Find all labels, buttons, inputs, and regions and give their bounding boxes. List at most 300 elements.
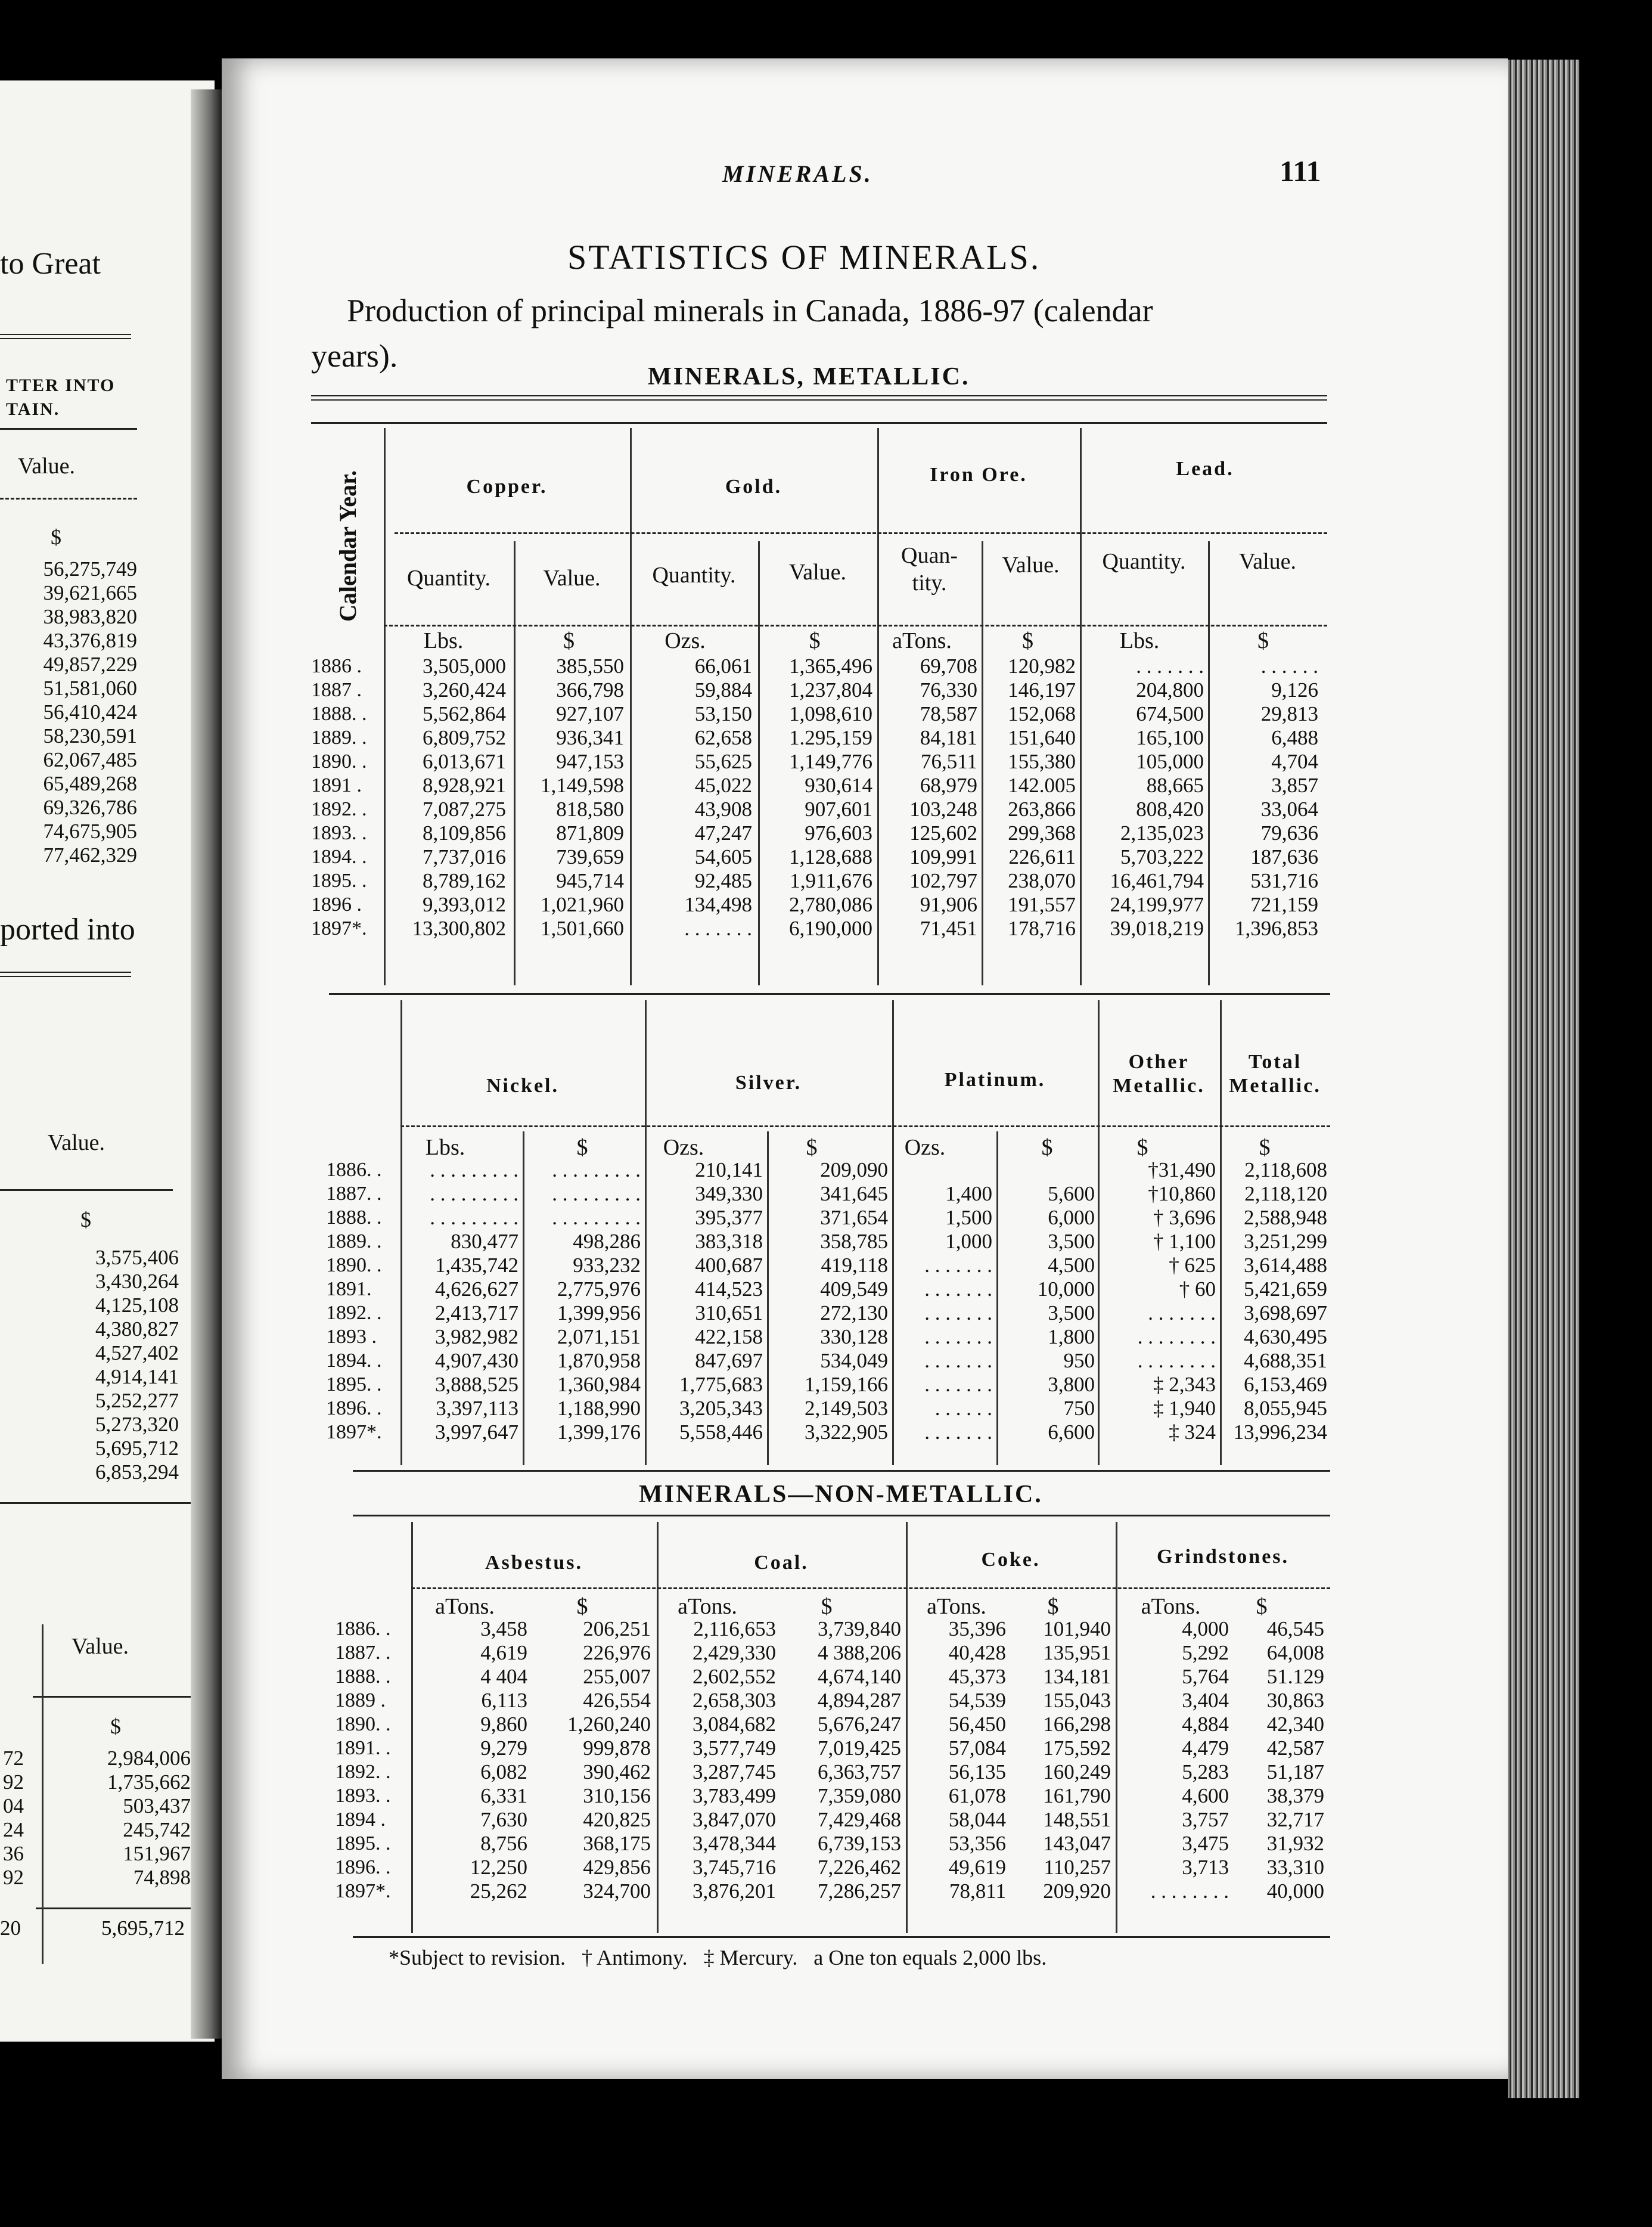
- divider: [0, 1502, 203, 1504]
- col-group-iron-ore: Iron Ore.: [930, 464, 1027, 486]
- table-cell: 3,397,113: [436, 1397, 518, 1420]
- col-group-total: Total: [1248, 1051, 1302, 1073]
- year-label: 1894. .: [326, 1350, 382, 1372]
- facing-cell: 62,067,485: [43, 748, 137, 771]
- table-cell: 3,505,000: [423, 655, 506, 678]
- table-cell: 152,068: [1008, 702, 1076, 725]
- unit-label: $: [806, 1135, 818, 1160]
- subhead-quantity: Quantity.: [406, 566, 490, 591]
- table-cell: 999,878: [583, 1736, 651, 1760]
- table-cell: 933,232: [573, 1254, 641, 1277]
- table-cell: 6,113: [481, 1689, 527, 1712]
- table-cell: 1,149,598: [541, 774, 624, 797]
- table-cell: 42,340: [1266, 1713, 1324, 1736]
- year-label: 1889 .: [335, 1689, 386, 1711]
- table-cell: 2,658,303: [693, 1689, 776, 1712]
- table-cell: 4,626,627: [435, 1277, 518, 1301]
- facing-page-text: to Great: [0, 247, 101, 281]
- table-cell: 750: [1063, 1397, 1095, 1420]
- year-label: 1895. .: [326, 1373, 382, 1395]
- table-cell: . . . . . . . .: [1150, 1879, 1229, 1903]
- table-cell: 1,911,676: [790, 869, 872, 892]
- facing-cell: 92: [3, 1770, 24, 1794]
- table-cell: 9,126: [1271, 678, 1318, 702]
- table-cell: 6,739,153: [818, 1832, 901, 1855]
- facing-head: TAIN.: [6, 399, 60, 419]
- table-cell: 3,500: [1048, 1230, 1095, 1253]
- table-cell: 2,602,552: [693, 1665, 776, 1688]
- unit-label: Ozs.: [904, 1135, 946, 1160]
- facing-cell: 3,575,406: [95, 1246, 179, 1269]
- table-cell: 3,745,716: [693, 1856, 776, 1879]
- table-cell: 4 388,206: [818, 1641, 901, 1664]
- table-cell: . . . . . . .: [1148, 1301, 1216, 1325]
- year-label: 1886. .: [326, 1159, 382, 1181]
- table-cell: 907,601: [805, 798, 872, 821]
- table-cell: 2,413,717: [435, 1301, 518, 1325]
- table-cell: 78,811: [949, 1879, 1006, 1903]
- table-cell: 7,359,080: [818, 1784, 901, 1807]
- table-cell: 105,000: [1136, 750, 1204, 773]
- divider: [0, 1189, 173, 1191]
- table-cell: 101,940: [1043, 1617, 1111, 1640]
- table-cell: . . . . . . .: [684, 917, 752, 940]
- col-group-other-cont: Metallic.: [1113, 1075, 1205, 1097]
- facing-cell: 5,695,712: [95, 1437, 179, 1460]
- table-cell: . . . . . . .: [924, 1277, 992, 1301]
- table-cell: 3,458: [480, 1617, 527, 1640]
- table-cell: 255,007: [583, 1665, 651, 1688]
- table-cell: 66,061: [694, 655, 752, 678]
- year-label: 1889. .: [326, 1230, 382, 1252]
- table-cell: 1,500: [945, 1206, 992, 1229]
- facing-cell: 77,462,329: [43, 843, 137, 867]
- table-cell: 2,135,023: [1120, 821, 1204, 845]
- table-cell: 146,197: [1008, 678, 1076, 702]
- table-cell: † 60: [1179, 1277, 1216, 1301]
- table-cell: 4,688,351: [1244, 1349, 1327, 1372]
- table-cell: . . . . . . . . .: [552, 1182, 641, 1205]
- table-cell: 341,645: [820, 1182, 888, 1205]
- table-cell: . . . . . . .: [924, 1349, 992, 1372]
- unit-label: $: [809, 628, 821, 653]
- table-cell: 1,399,176: [557, 1420, 641, 1444]
- year-label: 1890. .: [335, 1713, 391, 1735]
- table-cell: 238,070: [1008, 869, 1076, 892]
- table-cell: ‡ 1,940: [1153, 1397, 1216, 1420]
- table-cell: 2,118,608: [1244, 1158, 1327, 1181]
- table-cell: 84,181: [920, 726, 977, 749]
- table-cell: . . . . . . .: [924, 1373, 992, 1396]
- table-cell: 1,400: [945, 1182, 992, 1205]
- facing-cell: 36: [3, 1842, 24, 1865]
- year-label: 1887 .: [311, 679, 362, 701]
- table-cell: 5,703,222: [1120, 845, 1204, 869]
- table-cell: . . . . . . .: [924, 1301, 992, 1325]
- col-group-copper: Copper.: [466, 476, 548, 498]
- col-group-asbestus: Asbestus.: [485, 1552, 583, 1574]
- subhead-quantity: Quan-: [901, 543, 958, 568]
- facing-cell: 5,252,277: [95, 1389, 179, 1412]
- column-divider: [42, 1624, 44, 1964]
- table-cell: 1,800: [1048, 1325, 1095, 1348]
- table-cell: 383,318: [695, 1230, 763, 1253]
- table-cell: 13,996,234: [1233, 1420, 1327, 1444]
- unit-label: $: [576, 1135, 588, 1160]
- table-cell: 155,380: [1008, 750, 1076, 773]
- table-cell: 5,292: [1182, 1641, 1229, 1664]
- table-cell: 43,908: [694, 798, 752, 821]
- table-cell: 4,894,287: [818, 1689, 901, 1712]
- facing-head: TTER INTO: [6, 376, 116, 395]
- table-cell: 5,600: [1048, 1182, 1095, 1205]
- facing-cell: 39,621,665: [43, 581, 137, 604]
- table-cell: . . . . . .: [1260, 655, 1318, 678]
- table-cell: 161,790: [1043, 1784, 1111, 1807]
- table-cell: 366,798: [556, 678, 624, 702]
- table-cell: 808,420: [1136, 798, 1204, 821]
- facing-cell: 245,742: [123, 1818, 191, 1841]
- table-cell: 7,226,462: [818, 1856, 901, 1879]
- table-cell: 226,976: [583, 1641, 651, 1664]
- table-cell: . . . . . . . . .: [430, 1206, 518, 1229]
- table-cell: 3,260,424: [423, 678, 506, 702]
- year-label: 1896. .: [335, 1856, 391, 1878]
- table-cell: 59,884: [694, 678, 752, 702]
- table-cell: 2,588,948: [1244, 1206, 1327, 1229]
- table-cell: 390,462: [583, 1760, 651, 1784]
- table-cell: 976,603: [805, 821, 872, 845]
- table-cell: 947,153: [556, 750, 624, 773]
- table-cell: 936,341: [556, 726, 624, 749]
- year-label: 1886. .: [335, 1618, 391, 1640]
- divider: [36, 1907, 209, 1909]
- table-cell: 3,857: [1271, 774, 1318, 797]
- year-label: 1892. .: [335, 1761, 391, 1783]
- table-cell: 6,809,752: [423, 726, 506, 749]
- table-cell: 1,399,956: [557, 1301, 641, 1325]
- divider: [353, 1470, 1330, 1472]
- table-cell: 4,500: [1048, 1254, 1095, 1277]
- table-cell: . . . . . . .: [924, 1420, 992, 1444]
- divider: [311, 422, 1327, 424]
- page-subtitle: Production of principal minerals in Canada, 1886-97 (calendar: [347, 293, 1153, 328]
- table-cell: 13,300,802: [412, 917, 506, 940]
- subhead-value: Value.: [1238, 549, 1297, 574]
- table-cell: 368,175: [583, 1832, 651, 1855]
- table-cell: . . . . . . . .: [1137, 1349, 1216, 1372]
- table-cell: . . . . . . . .: [1137, 1325, 1216, 1348]
- table-cell: 204,800: [1136, 678, 1204, 702]
- table-cell: 8,756: [480, 1832, 527, 1855]
- table-cell: 134,181: [1043, 1665, 1111, 1688]
- table-cell: 29,813: [1260, 702, 1318, 725]
- facing-cell: 49,857,229: [43, 653, 137, 676]
- subhead-quantity-cont: tity.: [912, 570, 947, 595]
- table-cell: 1,360,984: [557, 1373, 641, 1396]
- table-cell: 2,149,503: [805, 1397, 888, 1420]
- section-title-metallic: MINERALS, METALLIC.: [648, 363, 970, 390]
- facing-cell: 24: [3, 1818, 24, 1841]
- unit-label: aTons.: [892, 628, 952, 653]
- table-cell: 30,863: [1266, 1689, 1324, 1712]
- table-cell: 1,188,990: [557, 1397, 641, 1420]
- value-label: Value.: [48, 1130, 105, 1155]
- facing-cell: 04: [3, 1794, 24, 1817]
- year-label: 1887. .: [335, 1642, 391, 1664]
- table-cell: 56,450: [948, 1713, 1006, 1736]
- facing-total-left: 20: [0, 1916, 21, 1940]
- table-cell: 2,116,653: [693, 1617, 776, 1640]
- year-label: 1893. .: [311, 822, 367, 844]
- table-cell: 1,021,960: [541, 893, 624, 916]
- table-cell: † 625: [1169, 1254, 1216, 1277]
- table-cell: 42,587: [1266, 1736, 1324, 1760]
- year-label: 1895. .: [311, 870, 367, 892]
- table-cell: 3,800: [1048, 1373, 1095, 1396]
- table-cell: 166,298: [1043, 1713, 1111, 1736]
- table-cell: 3,500: [1048, 1301, 1095, 1325]
- table-cell: 1,149,776: [789, 750, 872, 773]
- divider: [0, 498, 137, 500]
- table-cell: 414,523: [695, 1277, 763, 1301]
- year-label: 1897*.: [311, 917, 367, 939]
- value-label: Value.: [18, 454, 76, 479]
- table-cell: 40,428: [948, 1641, 1006, 1664]
- col-group-silver: Silver.: [735, 1072, 802, 1094]
- table-cell: 2,429,330: [693, 1641, 776, 1664]
- table-cell: 847,697: [695, 1349, 763, 1372]
- subhead-quantity: Quantity.: [652, 563, 736, 588]
- unit-label: $: [576, 1594, 588, 1619]
- year-label: 1888. .: [326, 1206, 382, 1229]
- year-label: 1890. .: [326, 1254, 382, 1276]
- table-cell: 10,000: [1037, 1277, 1095, 1301]
- table-cell: 32,717: [1266, 1808, 1324, 1831]
- page-number: 111: [1280, 154, 1321, 188]
- table-cell: 1,775,683: [679, 1373, 763, 1396]
- divider: [0, 334, 131, 339]
- table-cell: 134,498: [684, 893, 752, 916]
- year-label: 1888. .: [311, 703, 367, 725]
- divider: [400, 1125, 1330, 1127]
- table-cell: 88,665: [1146, 774, 1204, 797]
- facing-cell: 74,675,905: [43, 820, 137, 843]
- value-label: Value.: [72, 1634, 129, 1659]
- table-cell: 160,249: [1043, 1760, 1111, 1784]
- divider: [0, 972, 131, 977]
- table-cell: †10,860: [1148, 1182, 1216, 1205]
- table-cell: 209,090: [820, 1158, 888, 1181]
- table-cell: 6,600: [1048, 1420, 1095, 1444]
- table-cell: 330,128: [820, 1325, 888, 1348]
- table-cell: 3,713: [1182, 1856, 1229, 1879]
- table-cell: 33,310: [1266, 1856, 1324, 1879]
- table-cell: 5,421,659: [1244, 1277, 1327, 1301]
- table-cell: 16,461,794: [1110, 869, 1204, 892]
- col-group-grindstones: Grindstones.: [1156, 1546, 1290, 1568]
- col-group-platinum: Platinum.: [944, 1069, 1046, 1091]
- unit-label: Ozs.: [664, 628, 706, 653]
- table-cell: 178,716: [1008, 917, 1076, 940]
- subhead-value: Value.: [788, 560, 847, 585]
- table-cell: 4,000: [1182, 1617, 1229, 1640]
- table-cell: 7,019,425: [818, 1736, 901, 1760]
- table-cell: †31,490: [1148, 1158, 1216, 1181]
- year-label: 1894 .: [335, 1809, 386, 1831]
- table-cell: 8,109,856: [423, 821, 506, 845]
- table-cell: 3,757: [1182, 1808, 1229, 1831]
- col-group-nickel: Nickel.: [486, 1075, 560, 1097]
- page-subtitle-cont: years).: [311, 338, 398, 374]
- table-cell: 53,150: [694, 702, 752, 725]
- table-cell: 175,592: [1043, 1736, 1111, 1760]
- unit-label: $: [1022, 628, 1033, 653]
- table-cell: 3,404: [1182, 1689, 1229, 1712]
- table-cell: 155,043: [1043, 1689, 1111, 1712]
- table-cell: 226,611: [1008, 845, 1076, 869]
- table-cell: 38,379: [1266, 1784, 1324, 1807]
- year-label: 1897*.: [335, 1880, 391, 1902]
- year-label: 1888. .: [335, 1665, 391, 1688]
- table-cell: 3,997,647: [435, 1420, 518, 1444]
- table-cell: 6,363,757: [818, 1760, 901, 1784]
- dollar-unit: $: [80, 1208, 91, 1232]
- unit-label: Lbs.: [1119, 628, 1160, 653]
- table-cell: 7,630: [480, 1808, 527, 1831]
- table-cell: 1,396,853: [1235, 917, 1318, 940]
- table-cell: 3,614,488: [1244, 1254, 1327, 1277]
- table-cell: 1,098,610: [789, 702, 872, 725]
- facing-cell: 58,230,591: [43, 724, 137, 747]
- table-cell: 79,636: [1260, 821, 1318, 845]
- divider: [384, 625, 1327, 626]
- table-cell: 109,991: [909, 845, 977, 869]
- table-cell: . . . . . . . . .: [552, 1206, 641, 1229]
- table-cell: 349,330: [695, 1182, 763, 1205]
- col-group-total-cont: Metallic.: [1229, 1075, 1321, 1097]
- table-cell: 206,251: [583, 1617, 651, 1640]
- table-cell: 4,600: [1182, 1784, 1229, 1807]
- unit-label: $: [1256, 1594, 1268, 1619]
- table-cell: ‡ 2,343: [1153, 1373, 1216, 1396]
- year-label: 1891.: [326, 1278, 372, 1300]
- year-label: 1891. .: [335, 1737, 391, 1759]
- table-cell: 103,248: [909, 798, 977, 821]
- facing-cell: 5,273,320: [95, 1413, 179, 1436]
- table-cell: 57,084: [948, 1736, 1006, 1760]
- year-label: 1887. .: [326, 1183, 382, 1205]
- table-cell: 4,479: [1182, 1736, 1229, 1760]
- facing-cell: 38,983,820: [43, 605, 137, 628]
- year-label: 1893 .: [326, 1326, 377, 1348]
- table-cell: 7,429,468: [818, 1808, 901, 1831]
- table-cell: 4,884: [1182, 1713, 1229, 1736]
- table-cell: 31,932: [1266, 1832, 1324, 1855]
- divider: [311, 395, 1327, 401]
- table-cell: 54,605: [694, 845, 752, 869]
- calendar-year-label: Calendar Year.: [334, 470, 361, 622]
- year-label: 1886 .: [311, 655, 362, 677]
- year-label: 1894. .: [311, 846, 367, 868]
- table-cell: 385,550: [556, 655, 624, 678]
- footnote: *Subject to revision. † Antimony. ‡ Mercury. a One ton equals 2,000 lbs.: [389, 1946, 1047, 1969]
- unit-label: aTons.: [678, 1594, 737, 1619]
- divider: [353, 1515, 1330, 1516]
- facing-cell: 4,380,827: [95, 1317, 179, 1341]
- facing-cell: 503,437: [123, 1794, 191, 1817]
- table-cell: 3,739,840: [818, 1617, 901, 1640]
- col-group-coal: Coal.: [754, 1552, 809, 1574]
- facing-total: 5,695,712: [101, 1916, 185, 1940]
- table-cell: 76,511: [921, 750, 977, 773]
- facing-cell: 3,430,264: [95, 1270, 179, 1293]
- table-cell: 4,630,495: [1244, 1325, 1327, 1348]
- table-cell: 69,708: [920, 655, 977, 678]
- table-cell: 12,250: [470, 1856, 527, 1879]
- table-cell: 429,856: [583, 1856, 651, 1879]
- table-cell: . . . . . . .: [924, 1254, 992, 1277]
- table-cell: 3,698,697: [1244, 1301, 1327, 1325]
- table-cell: 3,475: [1182, 1832, 1229, 1855]
- table-cell: 56,135: [948, 1760, 1006, 1784]
- table-cell: 3,888,525: [435, 1373, 518, 1396]
- unit-label: aTons.: [927, 1594, 986, 1619]
- table-cell: . . . . . . .: [924, 1325, 992, 1348]
- table-cell: 1,128,688: [789, 845, 872, 869]
- year-label: 1892. .: [326, 1302, 382, 1324]
- unit-label: Ozs.: [663, 1135, 704, 1160]
- table-cell: 92,485: [694, 869, 752, 892]
- col-group-other: Other: [1128, 1051, 1190, 1073]
- table-cell: 6,013,671: [423, 750, 506, 773]
- table-cell: 45,022: [694, 774, 752, 797]
- table-cell: 2,780,086: [789, 893, 872, 916]
- table-cell: 371,654: [820, 1206, 888, 1229]
- table-cell: 830,477: [451, 1230, 518, 1253]
- facing-cell: 151,967: [123, 1842, 191, 1865]
- table-cell: . . . . . . .: [1136, 655, 1204, 678]
- table-cell: 4,619: [480, 1641, 527, 1664]
- table-cell: 135,951: [1043, 1641, 1111, 1664]
- table-cell: 3,287,745: [693, 1760, 776, 1784]
- table-cell: 110,257: [1044, 1856, 1111, 1879]
- facing-cell: 4,914,141: [95, 1365, 179, 1388]
- table-cell: 165,100: [1136, 726, 1204, 749]
- table-cell: 33,064: [1260, 798, 1318, 821]
- table-cell: 395,377: [695, 1206, 763, 1229]
- table-cell: 531,716: [1250, 869, 1318, 892]
- facing-cell: 92: [3, 1866, 24, 1889]
- year-label: 1890. .: [311, 750, 367, 773]
- facing-cell: 56,275,749: [43, 557, 137, 581]
- year-label: 1889. .: [311, 727, 367, 749]
- table-cell: 49,619: [948, 1856, 1006, 1879]
- table-cell: 8,055,945: [1244, 1397, 1327, 1420]
- table-cell: 6,153,469: [1244, 1373, 1327, 1396]
- table-cell: 76,330: [920, 678, 977, 702]
- table-cell: 1,237,804: [789, 678, 872, 702]
- table-cell: 54,539: [948, 1689, 1006, 1712]
- year-label: 1897*.: [326, 1421, 382, 1443]
- table-cell: † 1,100: [1153, 1230, 1216, 1253]
- facing-cell: 4,527,402: [95, 1341, 179, 1364]
- facing-cell: 65,489,268: [43, 772, 137, 795]
- table-cell: 324,700: [583, 1879, 651, 1903]
- book-gutter: [191, 89, 223, 2039]
- section-title-nonmetallic: MINERALS—NON-METALLIC.: [639, 1481, 1043, 1508]
- table-cell: 6,082: [480, 1760, 527, 1784]
